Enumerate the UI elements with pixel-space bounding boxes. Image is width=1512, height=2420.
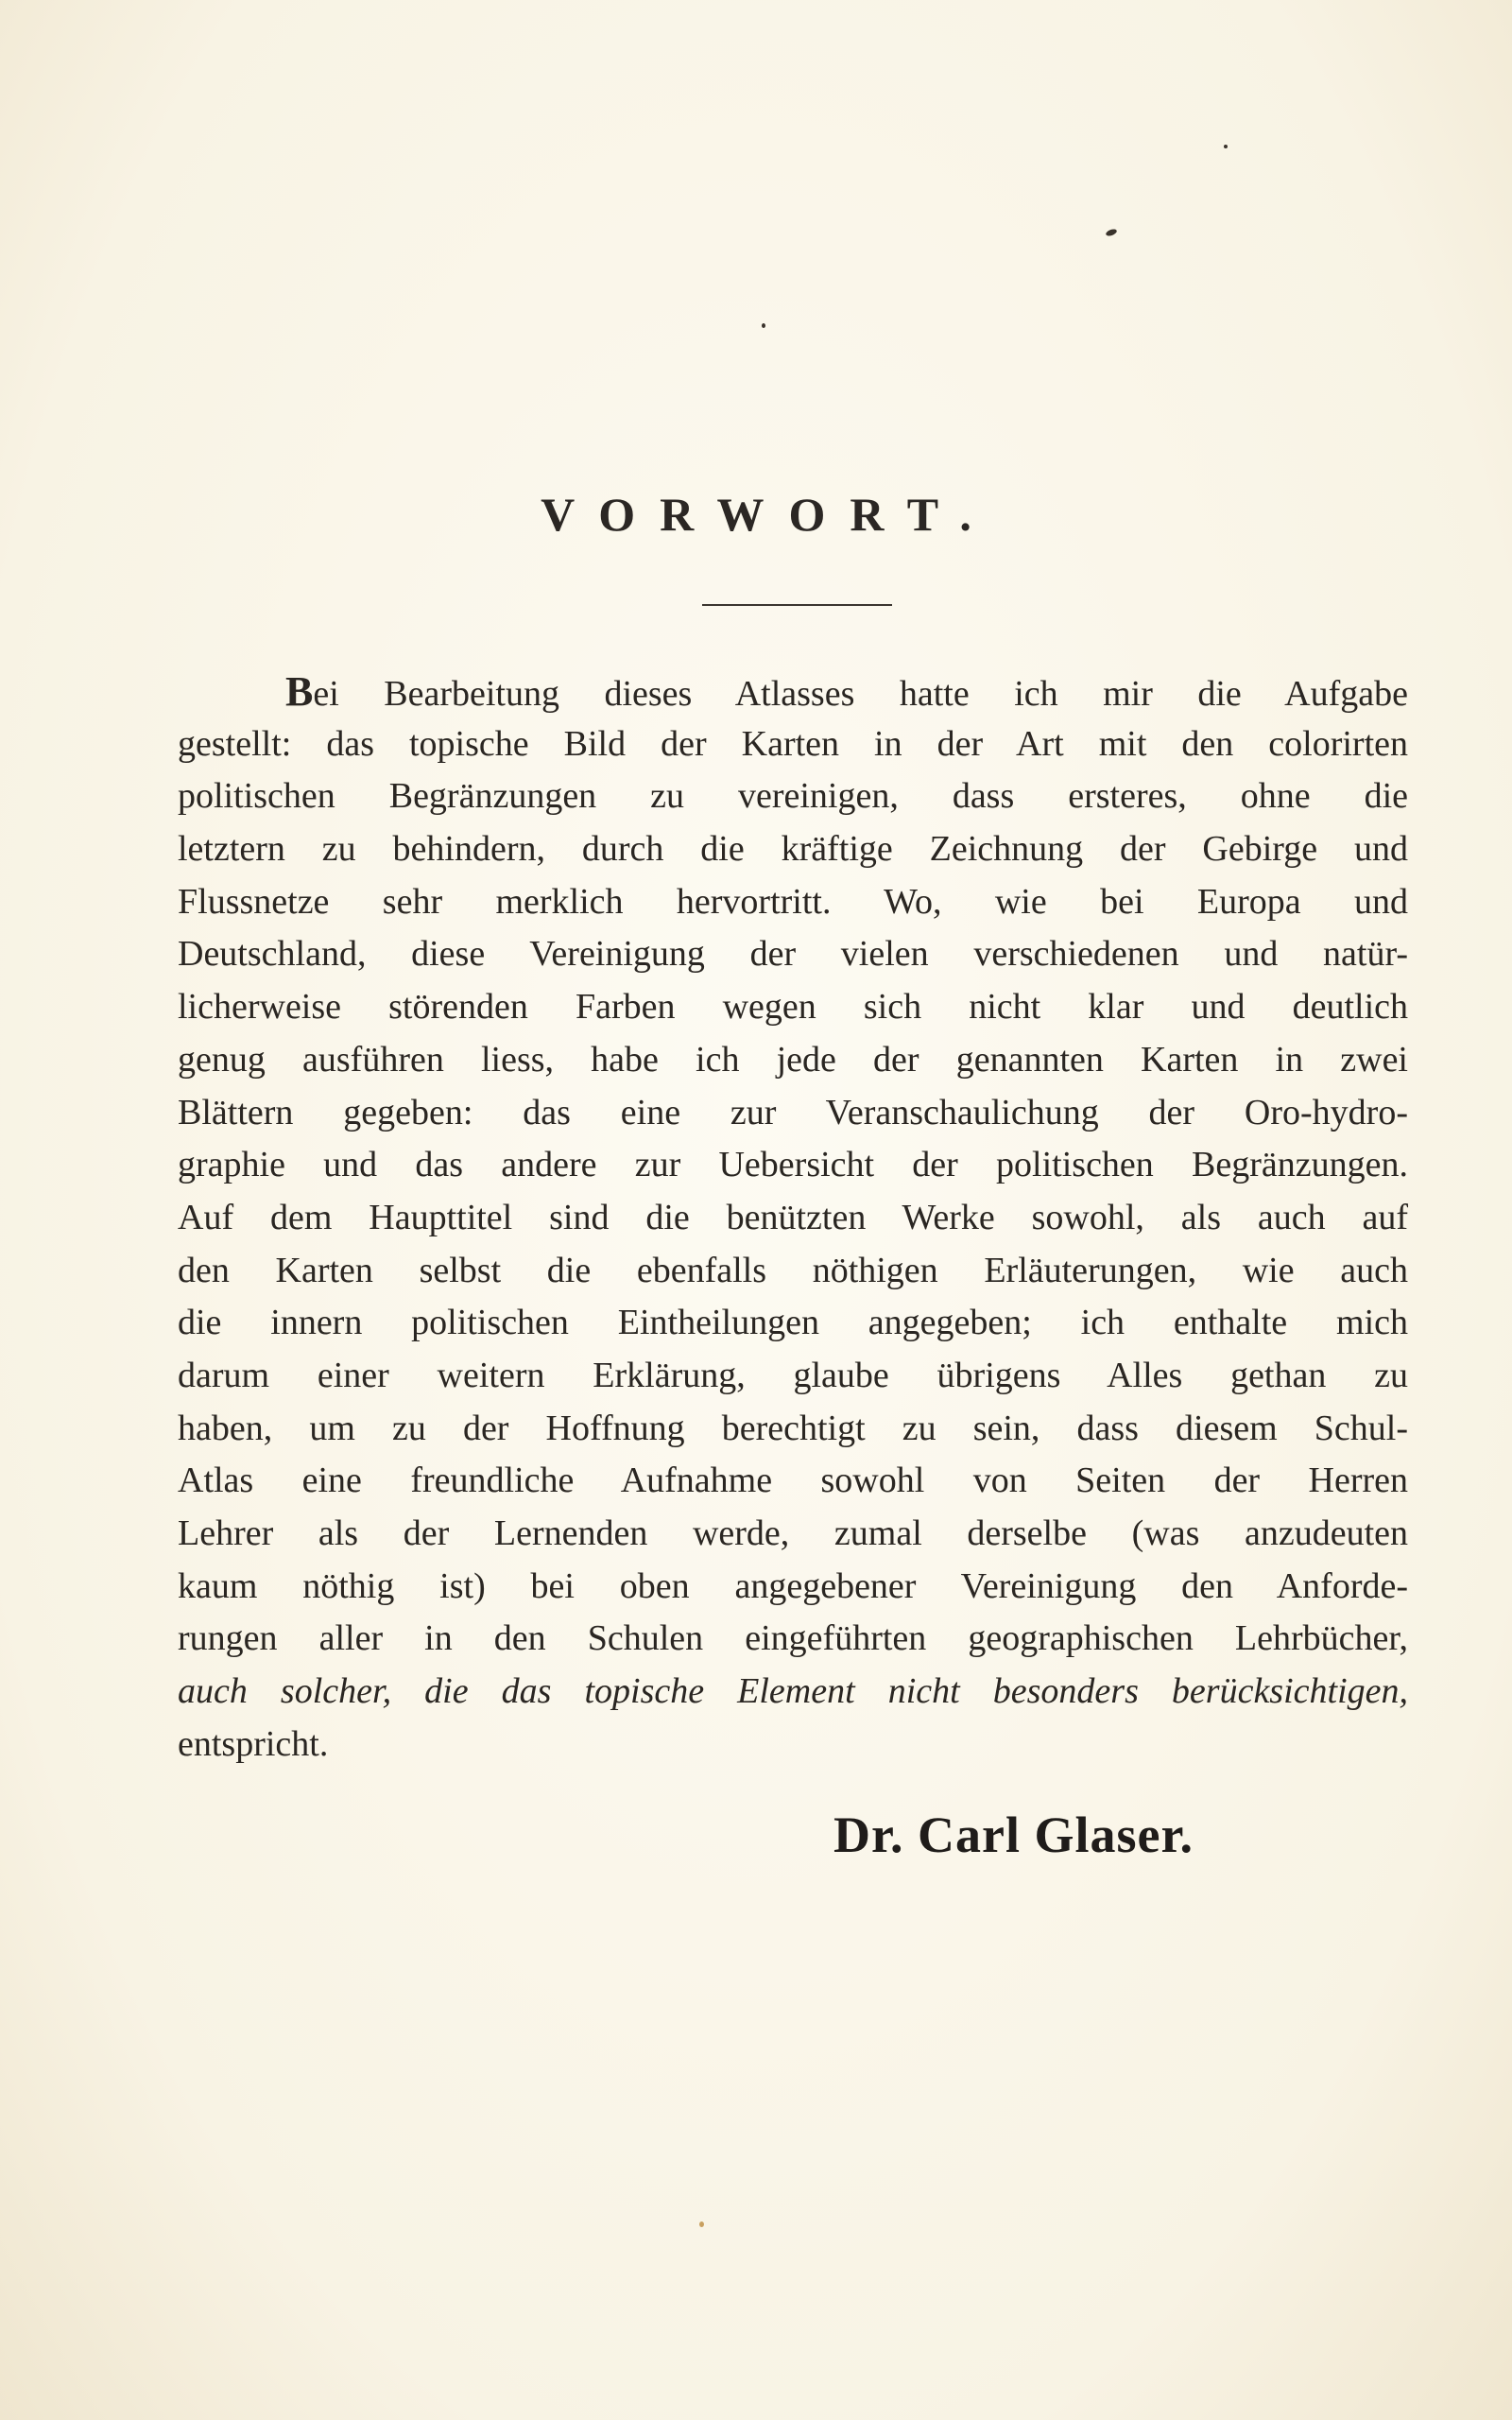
drop-cap: B <box>285 668 314 715</box>
text-line-italic: auch solcher, die das topische Element nicht besonders berücksichtigen, <box>178 1671 1408 1712</box>
page-title: VORWORT. <box>541 488 996 541</box>
ink-speck <box>1224 145 1228 148</box>
text-line: die innern politischen Eintheilungen angegeben; ich enthalte mich <box>178 1303 1408 1343</box>
text-line: haben, um zu der Hoffnung berechtigt zu sein, dass diesem Schul- <box>178 1408 1408 1448</box>
text-line: Lehrer als der Lernenden werde, zumal derselbe (was anzudeuten <box>178 1513 1408 1553</box>
text-line: entspricht. <box>178 1723 329 1764</box>
text-line: Deutschland, diese Vereinigung der vielen verschiedenen und natür- <box>178 934 1408 975</box>
title-divider <box>702 604 892 606</box>
text-line: graphie und das andere zur Uebersicht der politischen Begränzungen. <box>178 1145 1408 1185</box>
text-line: genug ausführen liess, habe ich jede der genannten Karten in zwei <box>178 1039 1408 1080</box>
text-line: kaum nöthig ist) bei oben angegebener Vereinigung den Anforde- <box>178 1565 1408 1606</box>
text-line: Flussnetze sehr merklich hervortritt. Wo, wie bei Europa und <box>178 881 1408 922</box>
text-line: letztern zu behindern, durch die kräftige Zeichnung der Gebirge und <box>178 829 1408 870</box>
text-line <box>178 666 1408 718</box>
text-line: Auf dem Haupttitel sind die benützten Werke sowohl, als auch auf <box>178 1197 1408 1237</box>
ink-speck <box>699 2221 704 2227</box>
text-line: rungen aller in den Schulen eingeführten geographischen Lehrbücher, <box>178 1618 1408 1659</box>
text-line-content: ei Bearbeitung dieses Atlasses hatte ich mir die Aufgabe <box>313 674 1408 714</box>
ink-speck <box>762 323 765 328</box>
text-line: licherweise störenden Farben wegen sich nicht klar und deutlich <box>178 987 1408 1028</box>
text-line: politischen Begränzungen zu vereinigen, dass ersteres, ohne die <box>178 776 1408 817</box>
text-line: gestellt: das topische Bild der Karten in der Art mit den colorirten <box>178 723 1408 764</box>
text-line: darum einer weitern Erklärung, glaube übrigens Alles gethan zu <box>178 1355 1408 1395</box>
text-line: Atlas eine freundliche Aufnahme sowohl von Seiten der Herren <box>178 1461 1408 1501</box>
text-line: den Karten selbst die ebenfalls nöthigen Erläuterungen, wie auch <box>178 1250 1408 1290</box>
text-line: Blättern gegeben: das eine zur Veranschaulichung der Oro-hydro- <box>178 1092 1408 1132</box>
author-signature: Dr. Carl Glaser. <box>833 1806 1194 1863</box>
preface-body <box>178 666 1408 1771</box>
